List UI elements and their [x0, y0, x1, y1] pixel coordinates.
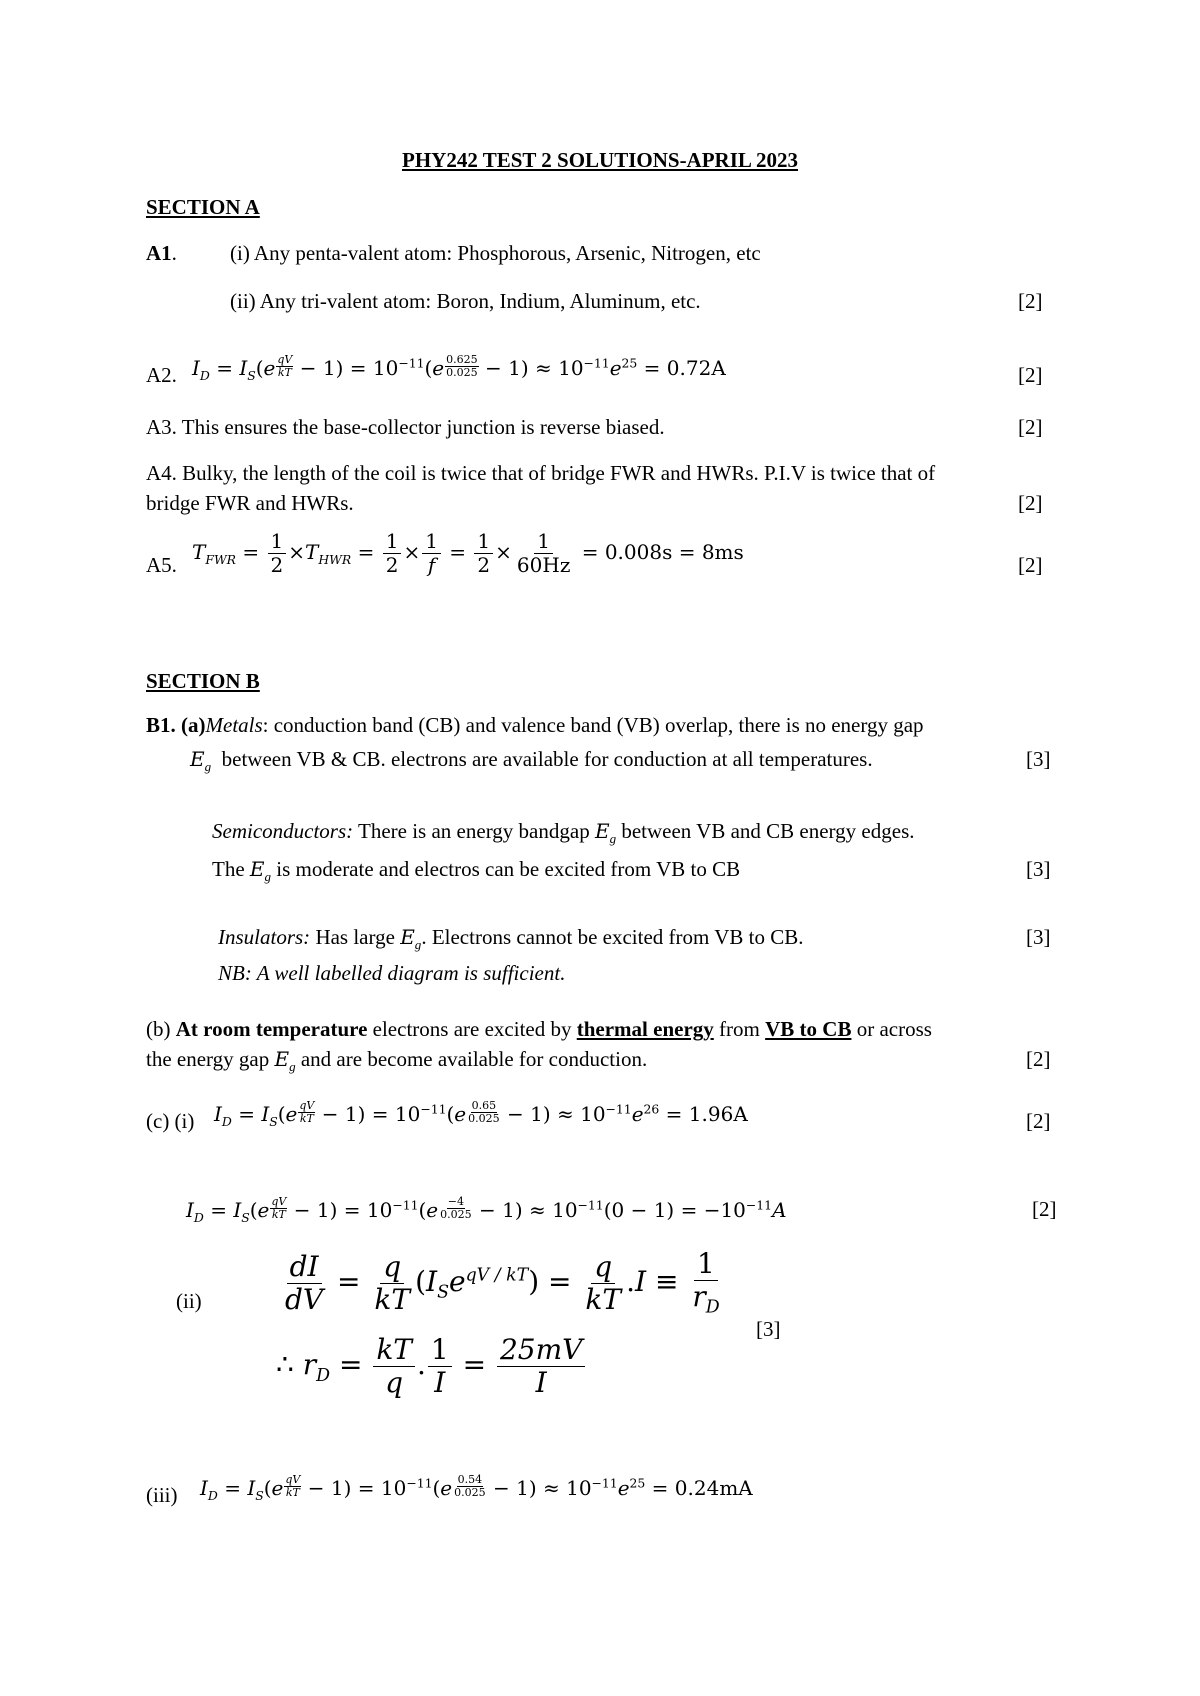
a2-equation: $I_D = I_S(e$ $\frac{qV}{kT}$ − $1) = 10^{-11}(e$ $\frac{0.625}{0.025}$ − $1) \approx 10^{-11}e^{25} = 0.72A$ [192, 353, 726, 383]
a1-label: A1. [146, 241, 177, 265]
section-b-heading: SECTION B [146, 669, 260, 693]
b1c-i-equation-1: $I_D = I_S(e$ $\frac{qV}{kT}$ − $1) = 10^{-11}(e$ $\frac{0.65}{0.025}$ − $1) \approx 10^{-11}e^{26} = 1.96A$ [214, 1099, 748, 1129]
b1c-iii-equation: $I_D = I_S(e$ $\frac{qV}{kT}$ − $1) = 10^{-11}(e$ $\frac{0.54}{0.025}$ − $1) \approx 10^{-11}e^{25} = 0.24mA$ [200, 1473, 753, 1503]
b1c-ii-equation-1: $\frac{dI}{dV}$ = $\frac{q}{kT}$ $(I_Se^{qV / kT})$ = $\frac{q}{kT}$ .I ≡ $\frac{1}{r_D}$ [285, 1247, 720, 1318]
b1c-iii-label: (iii) [146, 1483, 178, 1507]
a5-equation: $T_{FWR}$ = $\frac{1}{2}$ $\times T_{HWR}$ = $\frac{1}{2}$ × $\frac{1}{f}$ = $\frac{1}{2}$ × $\frac{1}{60Hz}$ = 0.008s = 8ms [192, 529, 744, 577]
b1c-ii-equation-2: ∴ $r_D$ = $\frac{kT}{q}$ . $\frac{1}{I}$ = $\frac{25mV}{I}$ [276, 1334, 587, 1399]
b1a-ins-line: Insulators: Has large $E_g$. Electrons cannot be excited from VB to CB. [218, 925, 804, 953]
a1-part-ii: (ii) Any tri-valent atom: Boron, Indium, Aluminum, etc. [230, 289, 701, 313]
a5-label: A5. [146, 553, 177, 577]
b1c-i-mark-2: [2] [1032, 1197, 1057, 1221]
b1b-line2: the energy gap $E_g$ and are become available for conduction. [146, 1047, 648, 1075]
b1a-semi-line1: Semiconductors: There is an energy bandgap $E_g$ between VB and CB energy edges. [212, 819, 915, 847]
page-title: PHY242 TEST 2 SOLUTIONS-APRIL 2023 [402, 148, 798, 172]
a1-part-i: (i) Any penta-valent atom: Phosphorous, Arsenic, Nitrogen, etc [230, 241, 761, 265]
b1a-nb-note: NB: A well labelled diagram is sufficient. [218, 961, 566, 985]
b1a-metals-line1: B1. (a)Metals: conduction band (CB) and valence band (VB) overlap, there is no energy gap [146, 713, 924, 737]
a4-line2: bridge FWR and HWRs. [146, 491, 354, 515]
b1c-ii-mark: [3] [756, 1317, 781, 1341]
b1c-i-equation-2: $I_D = I_S(e$ $\frac{qV}{kT}$ − $1) = 10^{-11}(e$ $\frac{-4}{0.025}$ − $1) \approx 10^{-11}(0 - 1) = -10^{-11}A$ [186, 1195, 787, 1225]
b1a-metals-line2: $E_g$ between VB & CB. electrons are available for conduction at all temperatures. [190, 747, 873, 775]
a2-mark: [2] [1018, 363, 1043, 387]
a3-text: A3. This ensures the base-collector junction is reverse biased. [146, 415, 665, 439]
a1-mark: [2] [1018, 289, 1043, 313]
b1c-i-label: (c) (i) [146, 1109, 195, 1133]
b1a-metals-mark: [3] [1026, 747, 1051, 771]
b1a-ins-mark: [3] [1026, 925, 1051, 949]
a3-mark: [2] [1018, 415, 1043, 439]
b1c-i-mark-1: [2] [1026, 1109, 1051, 1133]
a2-label: A2. [146, 363, 177, 387]
b1b-mark: [2] [1026, 1047, 1051, 1071]
a4-line1: A4. Bulky, the length of the coil is twice that of bridge FWR and HWRs. P.I.V is twice that of [146, 461, 936, 485]
b1a-semi-line2: The $E_g$ is moderate and electros can be excited from VB to CB [212, 857, 741, 885]
b1c-ii-label: (ii) [176, 1289, 202, 1313]
b1a-semi-mark: [3] [1026, 857, 1051, 881]
a4-mark: [2] [1018, 491, 1043, 515]
section-a-heading: SECTION A [146, 195, 260, 219]
b1b-line1: (b) At room temperature electrons are excited by thermal energy from VB to CB or across [146, 1017, 932, 1041]
a5-mark: [2] [1018, 553, 1043, 577]
